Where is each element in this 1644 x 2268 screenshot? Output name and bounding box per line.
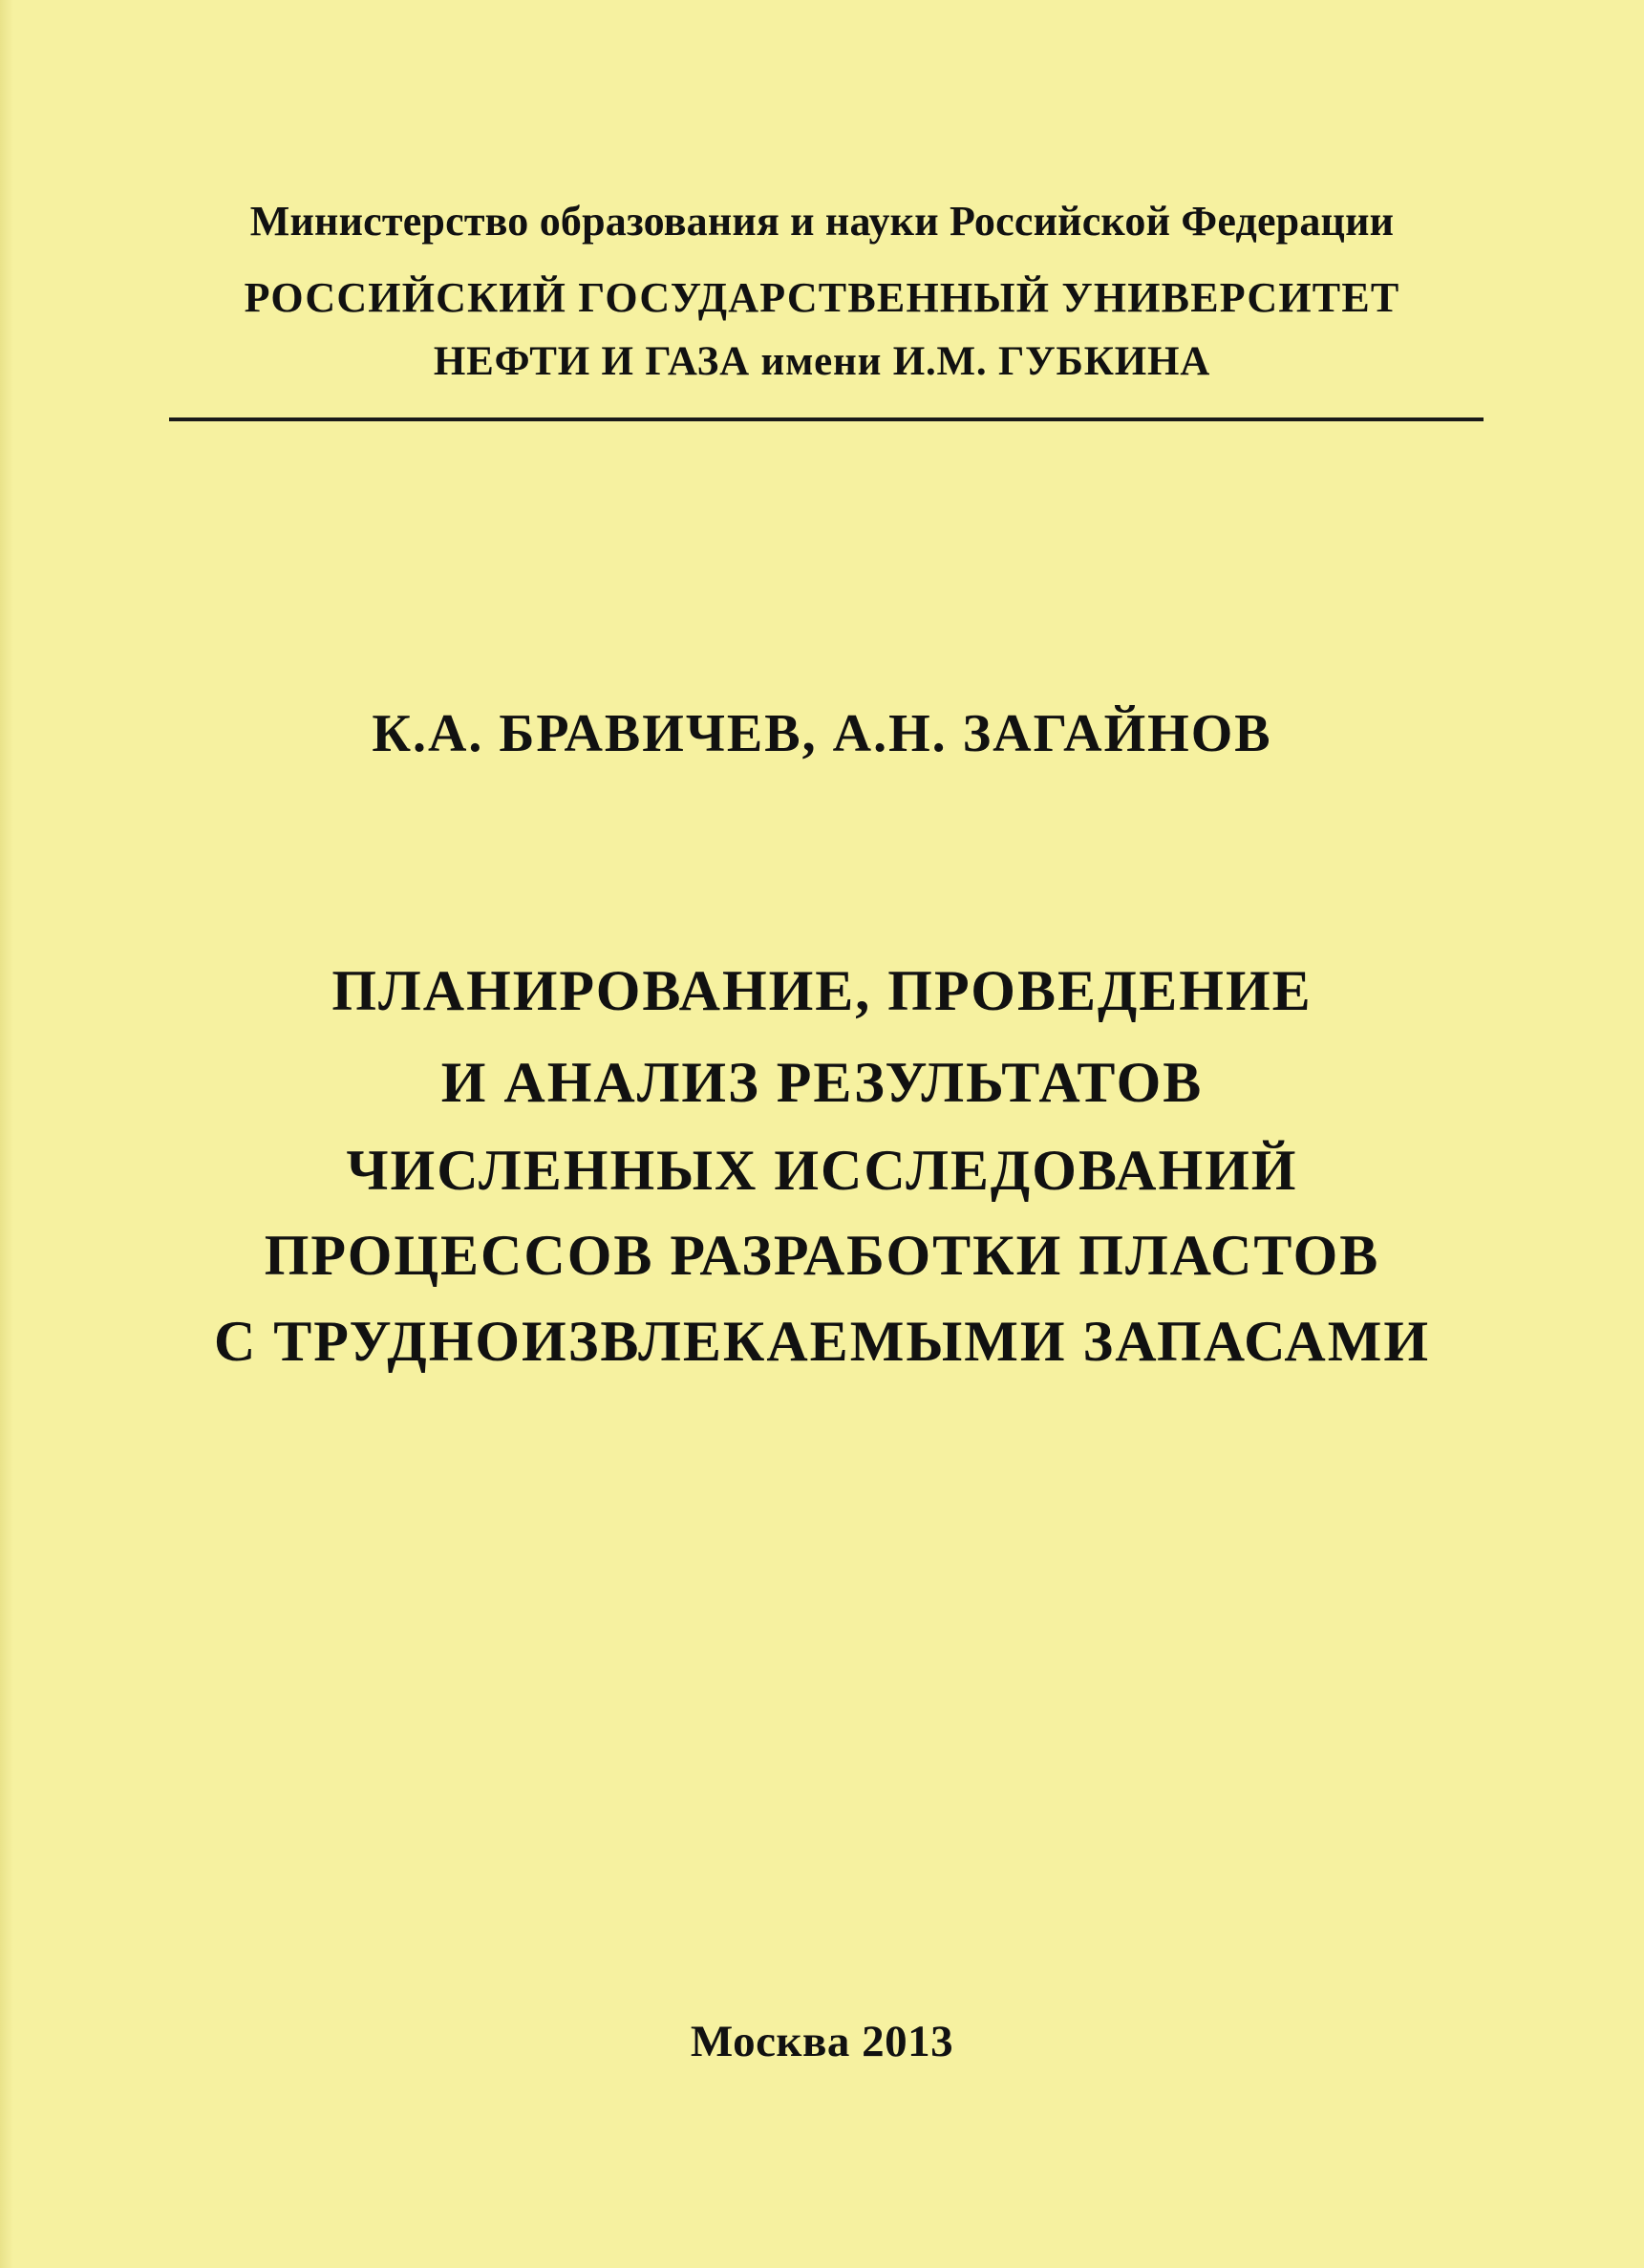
header-divider: [169, 417, 1484, 421]
imprint-city-year: Москва 2013: [690, 2017, 954, 2066]
title-line-4: ПРОЦЕССОВ РАЗРАБОТКИ ПЛАСТОВ: [264, 1224, 1380, 1287]
title-line-3: ЧИСЛЕННЫХ ИССЛЕДОВАНИЙ: [346, 1139, 1298, 1202]
university-name-line-1: РОССИЙСКИЙ ГОСУДАРСТВЕННЫЙ УНИВЕРСИТЕТ: [244, 274, 1400, 321]
title-line-2: И АНАЛИЗ РЕЗУЛЬТАТОВ: [440, 1051, 1204, 1114]
ministry-name: Министерство образования и науки Российской Федерации: [249, 198, 1395, 245]
university-name-line-2: НЕФТИ И ГАЗА имени И.М. ГУБКИНА: [433, 339, 1211, 384]
title-line-1: ПЛАНИРОВАНИЕ, ПРОВЕДЕНИЕ: [331, 959, 1313, 1022]
title-line-5: С ТРУДНОИЗВЛЕКАЕМЫМИ ЗАПАСАМИ: [213, 1310, 1431, 1373]
authors: К.А. БРАВИЧЕВ, А.Н. ЗАГАЙНОВ: [372, 704, 1272, 763]
